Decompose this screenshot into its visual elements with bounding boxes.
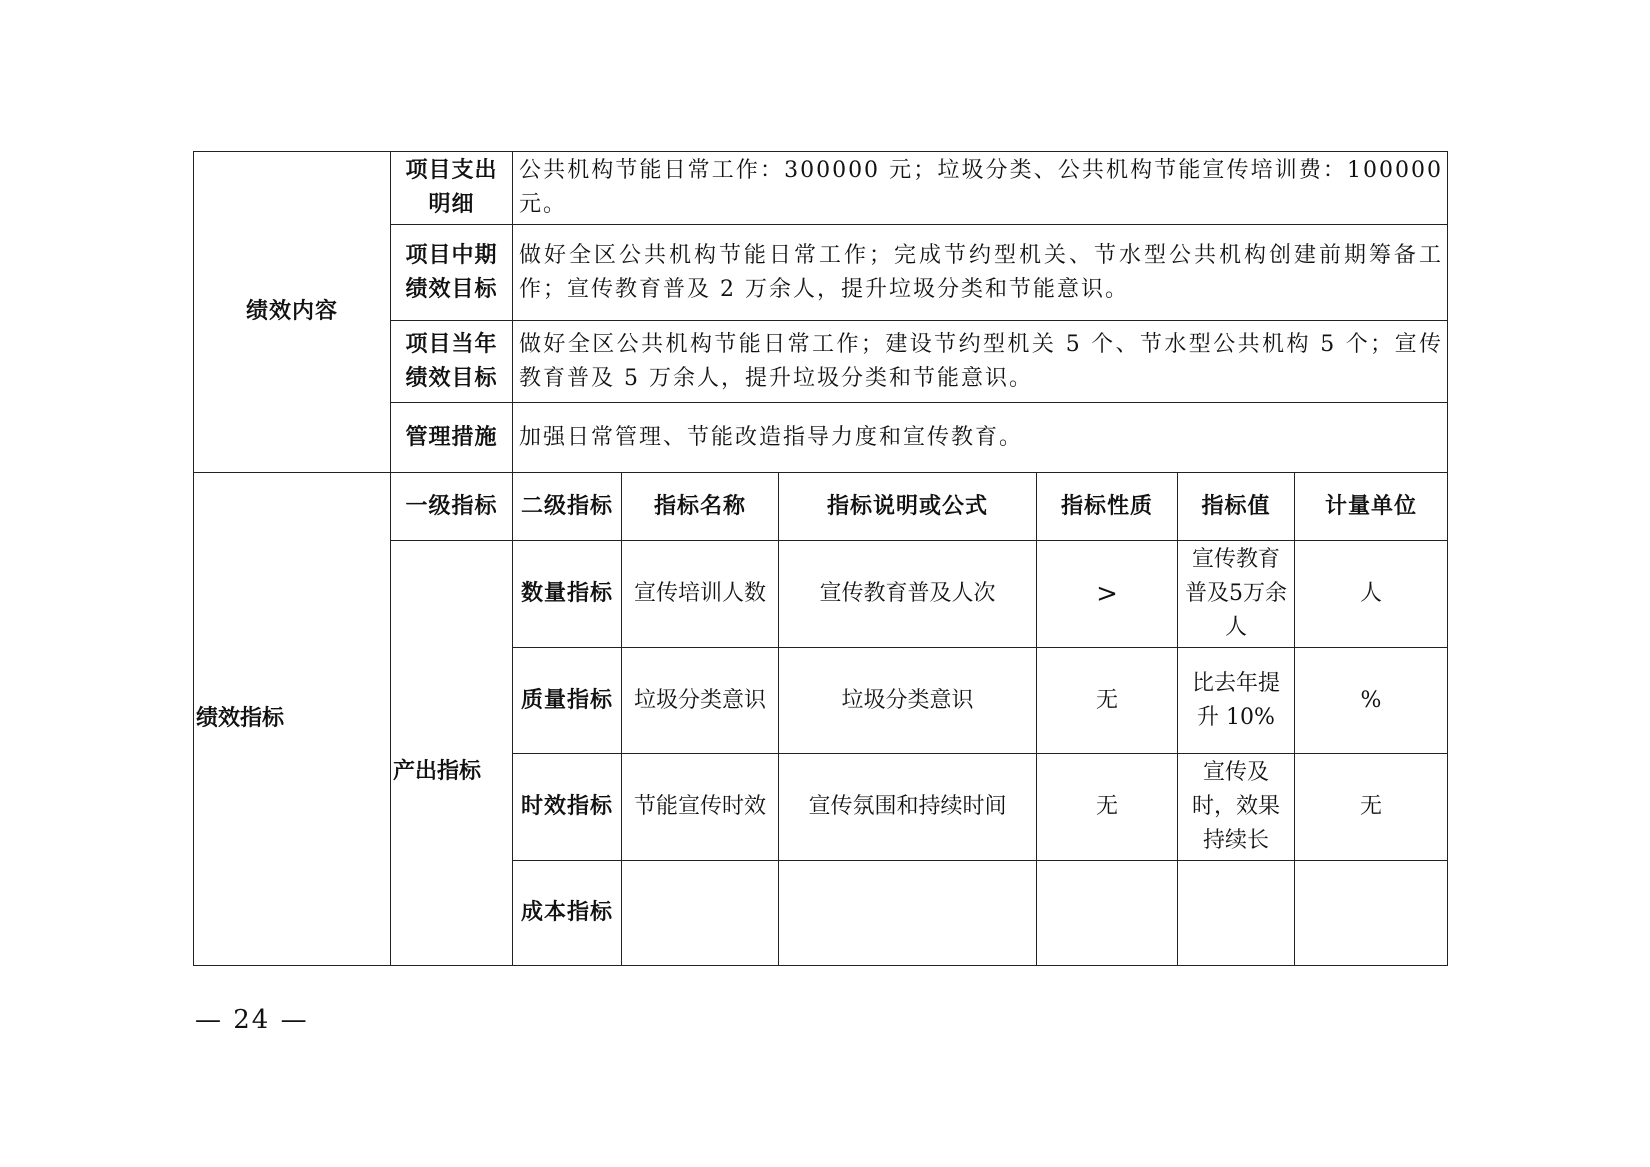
level2-indicator: 质量指标 [513, 648, 622, 754]
indicator-desc: 宣传教育普及人次 [779, 541, 1037, 648]
row-label: 项目当年绩效目标 [391, 321, 513, 403]
indicator-unit: % [1295, 648, 1448, 754]
indicator-nature [1037, 861, 1178, 966]
indicator-value: 比去年提升 10% [1178, 648, 1295, 754]
indicator-value [1178, 861, 1295, 966]
row-label: 项目支出明细 [391, 152, 513, 225]
level2-indicator: 数量指标 [513, 541, 622, 648]
column-header: 指标性质 [1037, 473, 1178, 541]
indicator-name: 节能宣传时效 [622, 754, 779, 861]
column-header: 一级指标 [391, 473, 513, 541]
table-header-row [194, 473, 1448, 541]
column-header: 二级指标 [513, 473, 622, 541]
indicator-nature: 无 [1037, 648, 1178, 754]
column-header: 指标值 [1178, 473, 1295, 541]
indicator-name: 宣传培训人数 [622, 541, 779, 648]
indicator-desc [779, 861, 1037, 966]
indicator-nature: > [1037, 541, 1178, 648]
indicator-value: 宣传教育普及5万余人 [1178, 541, 1295, 648]
page-number: — 24 — [195, 1005, 309, 1035]
row-label: 项目中期绩效目标 [391, 225, 513, 321]
column-header: 计量单位 [1295, 473, 1448, 541]
row-text: 加强日常管理、节能改造指导力度和宣传教育。 [513, 403, 1448, 473]
row-text: 做好全区公共机构节能日常工作；完成节约型机关、节水型公共机构创建前期筹备工作；宣传教育普及 2 万余人，提升垃圾分类和节能意识。 [513, 225, 1448, 321]
indicator-name [622, 861, 779, 966]
level2-indicator: 成本指标 [513, 861, 622, 966]
indicator-unit [1295, 861, 1448, 966]
row-text: 公共机构节能日常工作：300000 元；垃圾分类、公共机构节能宣传培训费：100000 元。 [513, 152, 1448, 225]
indicator-value: 宣传及时，效果持续长 [1178, 754, 1295, 861]
row-label: 管理措施 [391, 403, 513, 473]
performance-content-label: 绩效内容 [194, 152, 391, 473]
indicator-desc: 垃圾分类意识 [779, 648, 1037, 754]
performance-indicators-label: 绩效指标 [194, 473, 391, 966]
row-text: 做好全区公共机构节能日常工作；建设节约型机关 5 个、节水型公共机构 5 个；宣传教育普及 5 万余人，提升垃圾分类和节能意识。 [513, 321, 1448, 403]
indicator-nature: 无 [1037, 754, 1178, 861]
indicator-unit: 无 [1295, 754, 1448, 861]
indicator-name: 垃圾分类意识 [622, 648, 779, 754]
table-row [194, 152, 1448, 225]
column-header: 指标说明或公式 [779, 473, 1037, 541]
level1-indicator: 产出指标 [391, 541, 513, 966]
level2-indicator: 时效指标 [513, 754, 622, 861]
performance-table [193, 151, 1448, 966]
column-header: 指标名称 [622, 473, 779, 541]
indicator-unit: 人 [1295, 541, 1448, 648]
indicator-desc: 宣传氛围和持续时间 [779, 754, 1037, 861]
